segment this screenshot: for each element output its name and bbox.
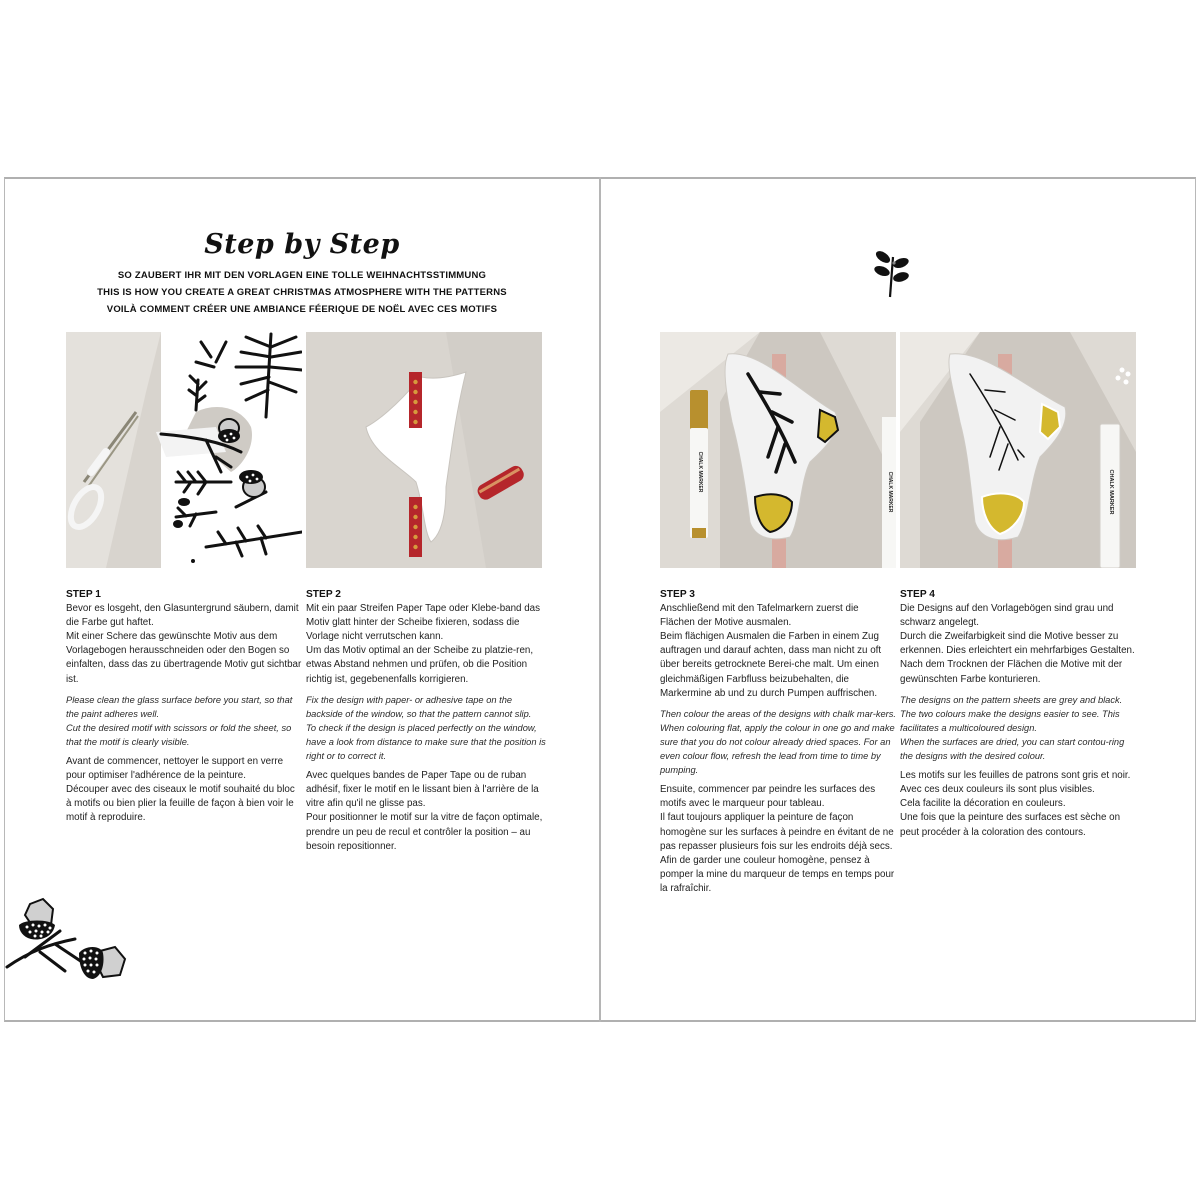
subtitle-block — [5, 267, 599, 318]
step3-text — [660, 588, 896, 902]
step2-heading: STEP 2 — [306, 589, 341, 600]
step4-text — [900, 588, 1138, 846]
step2-de: Mit ein paar Streifen Paper Tape oder Klebe-band das Motiv glatt hinter der Scheibe fixieren, sodass die Vorlage nicht verrutschen kann. Um das Motiv optimal an der Scheibe zu platzie-ren, etwas Abstand nehmen und prüfen, ob die Position richtig ist, gegebenenfalls korrigieren. — [306, 603, 541, 685]
step2-photo — [306, 332, 542, 568]
step4-en: The designs on the pattern sheets are grey and black. The two colours make the designs easier to see. This facilitates a multicoloured design. When the surfaces are dried, you can start contou-ring the designs with the desired colour. — [900, 694, 1125, 762]
scissors-pattern-illustration — [66, 332, 302, 568]
mistletoe-sprig-icon — [874, 249, 910, 299]
step4-fr: Les motifs sur les feuilles de patrons sont gris et noir. Avec ces deux couleurs ils sont plus visibles. Cela facilite la décoration en couleurs. Une fois que la peinture des surfaces est sèche on peut procéder à la coloration des contours. — [900, 770, 1131, 838]
step4-photo — [900, 332, 1136, 568]
gold-chalk-marker-icon — [690, 390, 708, 538]
marker-label: CHALK MARKER — [697, 451, 703, 493]
step4-heading: STEP 4 — [900, 589, 935, 600]
white-chalk-marker-icon — [1100, 424, 1120, 568]
subtitle-en: THIS IS HOW YOU CREATE A GREAT CHRISTMAS ATMOSPHERE WITH THE PATTERNS — [97, 287, 507, 298]
step1-photo — [66, 332, 302, 568]
marker-label: CHALK MARKER — [1108, 469, 1114, 515]
step2-fr: Avec quelques bandes de Paper Tape ou de ruban adhésif, fixer le motif en le lissant bien à l'arrière de la vitre afin qu'il ne glisse pas. Pour positionner le motif sur la vitre de façon optimale, prendre un peu de recul et contrôler la position – au besoin repositionner. — [306, 770, 543, 852]
subtitle-de: SO ZAUBERT IHR MIT DEN VORLAGEN EINE TOLLE WEIHNACHTSSTIMMUNG — [117, 270, 487, 281]
right-page — [601, 179, 1195, 1020]
step2-en: Fix the design with paper- or adhesive tape on the backside of the window, so that the pattern cannot slip. To check if the design is placed perfectly on the window, have a look from distance to make sure that the position is right or to correct it. — [306, 694, 546, 762]
acorn-branch-icon — [5, 889, 130, 989]
gold-marker-motif-illustration — [660, 332, 896, 568]
taped-motif-illustration — [306, 332, 542, 568]
step2-text — [306, 588, 546, 860]
step3-fr: Ensuite, commencer par peindre les surfaces des motifs avec le marqueur pour tableau. Il faut toujours appliquer la peinture de façon homogène sur les surfaces à peindre en évitant de ne pas repasser plusieurs fois sur les endroits déjà secs. Afin de garder une couleur homogène, pensez à pomper la mine du marqueur de temps en temps pour la rafraîchir. — [660, 784, 895, 894]
step3-de: Anschließend mit den Tafelmarkern zuerst die Flächen der Motive ausmalen. Beim flächigen Ausmalen die Farben in einem Zug auftragen und darauf achten, dass man nicht zu oft über bereits getrocknete Berei-che malt. Um einen gleichmäßigen Farbfluss beizubehalten, die Markermine ab und zu durch Pumpen auffrischen. — [660, 603, 882, 699]
step1-fr: Avant de commencer, nettoyer le support en verre pour optimiser l'adhérence de la peinture. Découper avec des ciseaux le motif souhaité du bloc à motifs ou bien plier la feuille de façon à bien voir le motif à reproduire. — [66, 756, 295, 824]
step1-en: Please clean the glass surface before you start, so that the paint adheres well. Cut the desired motif with scissors or fold the sheet, so that the motif is clearly visible. — [66, 694, 293, 747]
step1-de: Bevor es losgeht, den Glasuntergrund säubern, damit die Farbe gut haftet. Mit einer Schere das gewünschte Motiv aus dem Vorlagebogen herausschneiden oder den Bogen so einfalten, dass das zu übertragende Motiv gut sichtbar ist. — [66, 603, 302, 685]
page-title: Step by Step — [204, 229, 400, 260]
marker-label: CHALK MARKER — [887, 471, 893, 513]
step3-heading: STEP 3 — [660, 589, 695, 600]
step3-photo — [660, 332, 896, 568]
contoured-motif-illustration — [900, 332, 1136, 568]
step4-de: Die Designs auf den Vorlagebögen sind grau und schwarz angelegt. Durch die Zweifarbigkeit sind die Motive besser zu erkennen. Dies erleichtert ein mehrfarbiges Gestalten. Nach dem Trocknen der Flächen die Motive mit der gewünschten Farbe konturieren. — [900, 603, 1135, 685]
subtitle-fr: VOILÀ COMMENT CRÉER UNE AMBIANCE FÉERIQUE DE NOËL AVEC CES MOTIFS — [106, 304, 498, 315]
step3-en: Then colour the areas of the designs with chalk mar-kers. When colouring flat, apply the colour in one go and make sure that you do not colour already dried spaces. For an even colour flow, refresh the lead from time to time by pumping. — [660, 708, 896, 776]
left-page — [5, 179, 599, 1020]
step1-heading: STEP 1 — [66, 589, 101, 600]
step1-text — [66, 588, 302, 832]
white-chalk-marker-icon — [882, 417, 896, 568]
